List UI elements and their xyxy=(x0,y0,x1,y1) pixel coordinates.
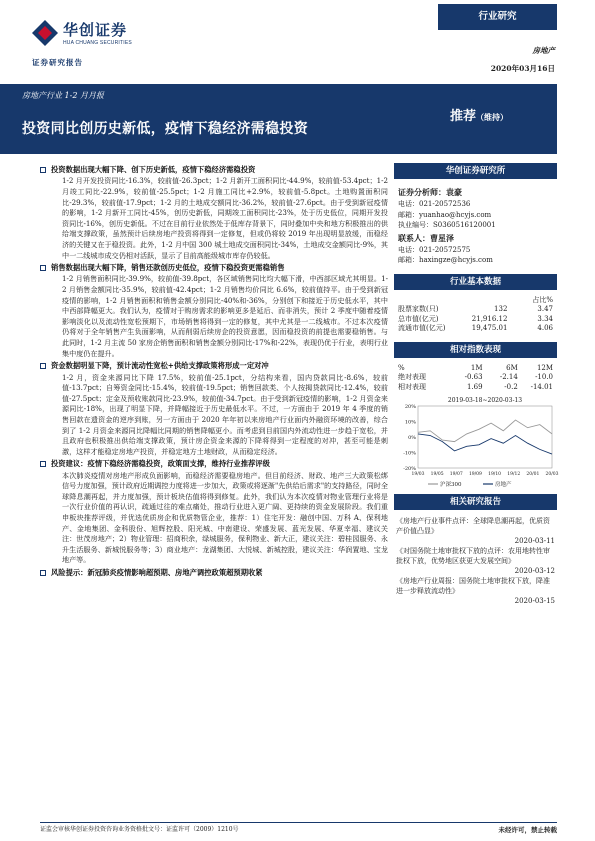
section-title: 销售数据出现大幅下降，销售还款创历史低位，疫情下稳投资更需稳销售 xyxy=(51,263,285,273)
x-tick-label: 19/07 xyxy=(449,472,463,477)
analyst-email: 邮箱：yuanhao@hcyjs.com xyxy=(398,210,492,219)
legend-label: 沪深300 xyxy=(440,482,462,488)
institute-heading: 华创证券研究所 xyxy=(394,163,557,179)
contact-email: 邮箱：haxingze@hcyjs.com xyxy=(398,256,493,264)
x-tick-label: 19/10 xyxy=(488,472,502,477)
logo-name-cn: 华创证券 xyxy=(63,21,128,39)
section-body: 1-2 月开发投资同比-16.3%，较前值-26.3pct；1-2 月新开工面积同比-44.9%，较前值-53.4pct；1-2 月竣工同比-22.9%，较前值-25.5pct；1-2 月施工同比+2.9%，较前值-5.8pct。土地购置面积同比-29.3%，较前值-17.9pct；1-2 月的土地成交额同比-36.2%，较前值-27.6pct。由于受到新冠疫情的影响，1-2 月新开工同比-45%，创历史新低，同期竣工面积同比-23%，处于历史低位，同期开发投资同比-16%，创历史新低。不过在目前行业依然处于低库存背景下，同时叠加中央和地方积极推出的供给端支撑政策，虽然预计后续房地产投资将得到一定修复，但或仍将较 2019 年出现明显放缓，而稳经济的关键又在于稳投资。此外，1-2 月中国 300 城土地成交面积同比-34%，土地成交金额同比-9%，其中一二线城市成交仍相对活跃，显示了目前高能级城市库存仍较低。 xyxy=(62,176,389,260)
analyst-info xyxy=(394,185,557,266)
x-tick-label: 20/01 xyxy=(526,472,540,477)
chart-title: 2019-03-18~2020-03-13 xyxy=(447,397,523,404)
x-tick-label: 19/12 xyxy=(507,472,521,477)
related-item: 《对国务院土地审批权下放的点评：农用地转性审批权下放，优势地区获更大发展空间》 2020-03-12 xyxy=(396,547,555,575)
contact-name: 联系人：曹星泽 xyxy=(398,232,454,243)
section-title: 投资建议：疫情下稳经济需稳投资，政策面支撑，维持行业推荐评级 xyxy=(51,459,270,469)
basic-data-row: 股票家数(只) 132 3.47 xyxy=(398,305,554,313)
rating xyxy=(450,108,508,126)
legend-label: 房地产 xyxy=(495,482,512,488)
category-tag: 行业研究 xyxy=(438,4,557,30)
perf-row: 相对表现 1.69 -0.2 -14.01 xyxy=(398,382,554,391)
footer xyxy=(40,822,557,835)
x-tick-label: 19/09 xyxy=(468,472,482,477)
analyst-name: 证券分析师：袁豪 xyxy=(398,187,462,197)
section-body: 本次肺炎疫情对房地产形成负面影响，而稳经济需要稳房地产。但目前经济、财政、地产三大政策松绑信号力度加强，预计政府近期调控力度将进一步加大，政策或将逐渐"先供给后需求"的支持路径，同时全球降息潮再起，并力度加强，预计板块估值将得到修复。此外，我们认为本次疫情对物业管理行业将是一次行业价值的再认识，疏通过往的难点痛处，推动行业进入更广阔、更持续的资金发展阶段。我们重申板块推荐评级，并优选优质房企和优质物管企业，推荐：1）住宅开发：融创中国、万科 A、保利地产、金地集团、金科股份、旭辉控股、阳光城、中南建设、荣盛发展、蓝光发展、华夏幸福、建议关注：世茂房地产；2）物业管理：招商积余，绿城服务，保利物业、新大正，建议关注：碧桂园服务、永升生活服务、新城悦服务等；3）商业地产：龙湖集团、大悦城、新城控股，建议关注：华润置地、宝龙地产等。 xyxy=(62,470,388,565)
analyst-license: 执业编号：S0360516120001 xyxy=(398,221,496,229)
section-body: 1-2 月销售面积同比-39.9%，较前值-39.8pct，各区域销售同比均大幅下滑，中西部区域尤其明显。1-2 月销售金额同比-35.9%，较前值-42.4pct；1-2 月销售均价同比 6.6%，较前值持平。由于受到新冠疫情的影响，1-2 月销售面积和销售金额分别同比-40%和-36%，分别创下和接近于历史低水平，其中中西部降幅更大。我们认为，疫情对于购房需求的影响更多是延后、而非消失，预计 2 季度中随着疫情影响淡化以及流动性宽松预期下，市场销售将得到一定的修复，其中尤其是一二线城市。不过本次疫情仍将对于全年销售产生负面影响，从而削弱后续房企的投资意愿，因而稳投资的前提也需要稳销售。与此同时，1-2 月主流 50 家房企销售面积和销售金额分别同比-17%和-22%，表现仍优于行业，表明行业集中度仍在提升。 xyxy=(62,274,389,358)
y-tick-label: 10% xyxy=(404,419,416,426)
sidebar xyxy=(394,163,557,606)
checkbox-bullet-icon xyxy=(40,461,46,467)
section-investment xyxy=(40,165,388,261)
x-tick-label: 19/05 xyxy=(430,472,444,477)
checkbox-bullet-icon xyxy=(40,167,46,173)
x-tick-label: 20/03 xyxy=(545,472,559,477)
y-tick-label: -10% xyxy=(403,450,416,457)
section-funding xyxy=(40,361,388,457)
section-risk xyxy=(40,568,388,578)
rating-note: （维持） xyxy=(476,112,509,122)
related-item: 《房地产行业事件点评：全球降息潮再起，优质资产价值凸显》 2020-03-11 xyxy=(396,517,555,545)
basic-data-unit: 占比% xyxy=(532,295,553,304)
checkbox-bullet-icon xyxy=(40,265,46,271)
y-tick-label: 0% xyxy=(408,435,416,441)
related-heading: 相关研究报告 xyxy=(394,494,557,510)
perf-row: 绝对表现 -0.63 -2.14 -10.0 xyxy=(398,373,554,381)
logo-name-en: HUA CHUANG SECURITIES xyxy=(63,40,132,46)
relative-perf-heading: 相对指数表现 xyxy=(394,342,557,358)
analyst-phone: 电话：021-20572536 xyxy=(398,200,471,208)
footer-copyright: 未经许可，禁止转载 xyxy=(498,826,557,834)
y-tick-label: 20% xyxy=(404,404,416,410)
checkbox-bullet-icon xyxy=(40,363,46,369)
series-title: 房地产行业 1-2 月月报 xyxy=(22,91,104,100)
basic-data-row: 总市值(亿元) 21,916.12 3.34 xyxy=(398,314,554,323)
report-date: 2020年03月16日 xyxy=(490,64,555,73)
section-title: 风险提示：新冠肺炎疫情影响超预期、房地产调控政策超预期收紧 xyxy=(51,568,263,578)
logo-mark-icon xyxy=(32,20,58,46)
x-tick-label: 19/03 xyxy=(411,472,425,477)
related-item: 《房地产行业周报：国务院土地审批权下放，降准进一步释放流动性》 2020-03-15 xyxy=(396,577,555,605)
basic-data-row: 流通市值(亿元) 19,475.01 4.06 xyxy=(398,324,554,332)
footer-license: 证监会审核华创证券投资咨询业务资格批文号：证监许可（2009）1210号 xyxy=(40,826,239,833)
checkbox-bullet-icon xyxy=(40,570,46,576)
perf-header-row: % 1M 6M 12M xyxy=(398,363,554,372)
section-title: 资金数据明显下降，预计流动性宽松+供给支撑政策将形成一定对冲 xyxy=(51,361,269,371)
y-tick-label: -20% xyxy=(403,466,416,472)
company-logo xyxy=(32,18,152,67)
perf-line-chart xyxy=(394,394,557,490)
section-body: 1-2 月，资金来源同比下降 17.5%，较前值-25.1pct，分结构来看，国内贷款同比-8.6%，较前值-13.7pct；自筹资金同比-15.4%，较前值-19.5pct；销售回款类、个人按揭贷款同比-12.4%，较前值-27.5pct；定金及预收账款同比-23.9%，较前值-34.7pct。由于受到新冠疫情的影响，1-2 月资金来源同比-18%，出现了明显下降，并降幅接近于历史最低水平。不过，一方面由于 2019 年 4 季度的销售回款在遗资金的逆序到账，另一方面由于 2020 年年初以来房地产行业面内外融资环境的改善，综合到了 1-2 月资金来源同比降幅比同期的销售降幅更小。而考虑到目前国内外流动性进一步趋于宽松，并且政府也积极推出供给端支撑政策，预计房企资金来源的下降将得到一定程度的对冲，甚至可能是刺激，这样才能稳定房地产投资，并稳定地方土地财政，从而稳定经济。 xyxy=(62,372,388,456)
sector-label: 房地产 xyxy=(532,46,555,55)
section-sales xyxy=(40,263,388,359)
basic-data-heading: 行业基本数据 xyxy=(394,274,557,290)
main-content xyxy=(40,165,388,580)
section-title: 投资数据出现大幅下降、创下历史新低，疫情下稳经济需稳投资 xyxy=(51,165,256,174)
headline: 投资同比创历史新低，疫情下稳经济需稳投资 xyxy=(22,121,308,137)
report-type: 证券研究报告 xyxy=(32,58,83,67)
rating-value: 推荐 xyxy=(450,109,477,124)
section-advice xyxy=(40,459,388,566)
series-line-0 xyxy=(418,420,552,442)
contact-phone: 电话：021-20572575 xyxy=(398,245,471,254)
title-banner xyxy=(0,84,557,154)
